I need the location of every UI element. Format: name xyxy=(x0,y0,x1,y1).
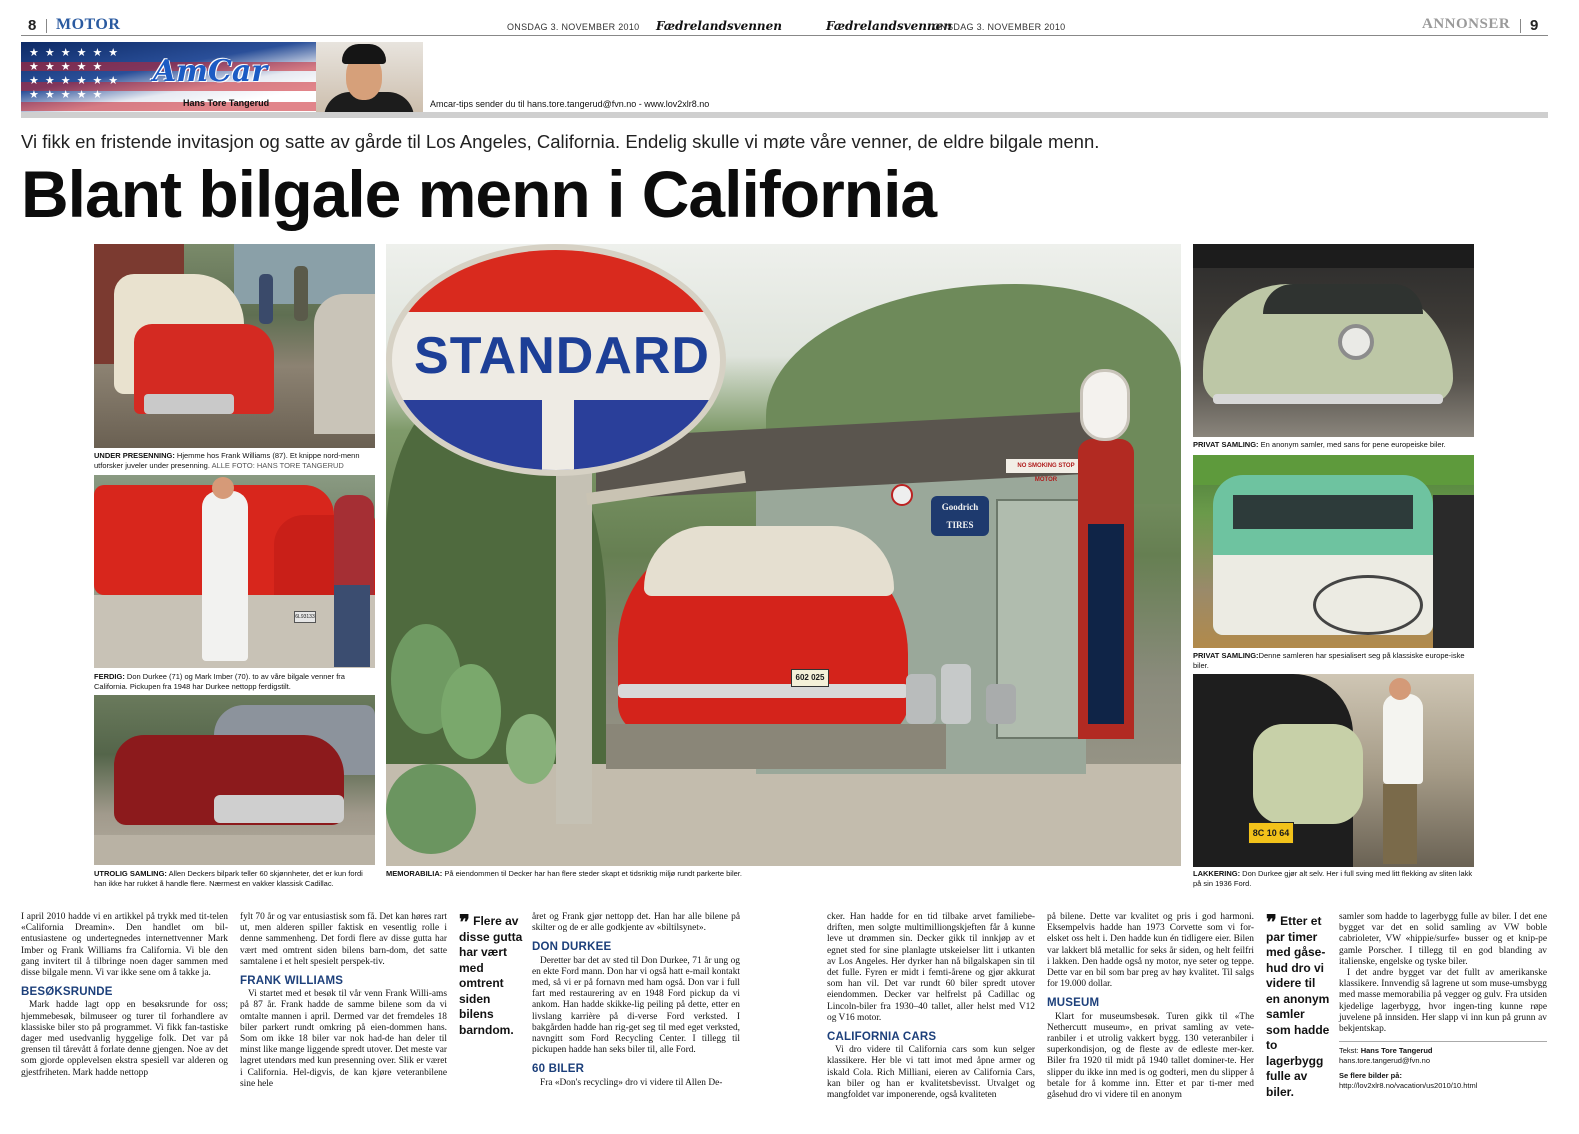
header-divider xyxy=(46,19,47,33)
photo-under-tarp xyxy=(94,244,375,448)
body-column-5: på bilene. Dette var kvalitet og pris i god harmoni. Eksempelvis hadde han 1973 Corvette som vi for-elsket oss helt i. Den hadde kun én tidligere eier. Bilen var lakkert blå metallic for seks år siden, og helt feilfri i lakken. Den hadde også ny motor, nye seter og teppe. Dette var en bil som bar preg av høy kvalitet. Til salgs for 19.000 dollar. MUSEUM Klart for museumsbesøk. Turen gikk til «The Nethercutt museum», en privat samling av vete-ranbiler i et utrolig vakkert bygg. 130 veteranbiler i superkondisjon, og de fleste av de edleste mer-ker. Biler fra 1920 til midt på 1940 tallet dominer-te. Her slipper du ikke inn med is og godteri, men du slipper å betale for å komme inn. Etter et par ti-mer med gåsehud dro vi videre til en anonym xyxy=(1047,912,1254,1101)
left-dateline: ONSDAG 3. NOVEMBER 2010 xyxy=(507,22,640,32)
no-smoking-sign: NO SMOKING STOP MOTOR xyxy=(1006,459,1086,473)
article-ingress: Vi fikk en fristende invitasjon og satte av gårde til Los Angeles, California. Endelig skulle vi møte våre venner, de eldre bilgale menn. xyxy=(21,131,1100,152)
section-label-motor: MOTOR xyxy=(56,16,121,33)
left-page-number: 8 xyxy=(28,17,37,34)
caption-memorabilia: MEMORABILIA: På eiendommen til Decker har han flere steder skapt et tidsriktig miljø rundt parkerte biler. xyxy=(386,869,742,878)
body-column-3: året og Frank gjør nettopp det. Han har alle bilene på skilter og de er alle godkjente av «biltilsynet». DON DURKEE Deretter bar det av sted til Don Durkee, 71 år ung og en ekte Ford mann. Don har vi også hatt e-mail kontakt med, så vi er på fornavn med ham også. Don var i full fart med restaurering av en 1948 Ford pickup da vi ankom. Han hadde skikke-lig peiling på dette, etter en livslang karrière på di-verse Ford verksted. I bakgården hadde han rig-get seg til med eget verksted, navngitt som Ford Recycling Center. I tillegg til pickupen hadde han seks biler til, alle Ford. 60 BILER Fra «Don's recycling» dro vi videre til Allen De- xyxy=(532,912,740,1088)
body-column-2: fylt 70 år og var entusiastisk som få. Det kan høres rart ut, men alderen spiller faktisk en vesentlig rolle i denne sammenheng. Det fordi flere av disse gutta har vært med omtrent siden bilens barn-dom, det satte samtalene i et helt spesielt perspek-tiv. FRANK WILLIAMS Vi startet med et besøk til vår venn Frank Willi-ams på 87 år. Frank hadde de samme bilene som da vi omtalte mannen i april. Dermed var det fremdeles 18 biler parkert rundt omkring på eien-dommen hans. Som om ikke 18 biler var nok had-de han deler til minst like mange liggende spredt utover. Det meste var lagret utendørs med kun presenning over. Slik er været i California. Hel-digvis, de kan kjøre veteranbilene sine hele xyxy=(240,912,447,1089)
photo-vw-bus xyxy=(1193,455,1474,648)
photo-porsche xyxy=(1193,244,1474,437)
photo-cadillac xyxy=(94,695,375,865)
photo-painting xyxy=(1193,674,1474,867)
caption-private-2: PRIVAT SAMLING:Denne samleren har spesialisert seg på klassiske europe-iske biler. xyxy=(1193,651,1465,670)
body-column-1: I april 2010 hadde vi en artikkel på trykk med tit-telen «California Dreamin». Den handlet om bil-entusiastene og undertegnedes internettvenner Mark Imber og Frank Williams fra California. Vi ble den gang invitert til å tilbringe noen dager sammen med disse bilgale menn. Vi var ikke sene om å takke ja. BESØKSRUNDE Mark hadde lagt opp en besøksrunde for oss; hjemmebesøk, bilmuseer og turer til forhandlere av klassiske biler sto på programmet. Vi fikk fan-tastiske dager med usedvanlig hyggelige folk. Det var på grensen til tårevått å forlate denne gjengen. Noe av det som gjorde opplevelsen ekstra spesiell var alderen og gjestfriheten. Mark hadde nettopp xyxy=(21,912,228,1078)
banner-grey-bar xyxy=(21,112,1548,118)
subhead-60-biler: 60 BILER xyxy=(532,1063,585,1076)
standard-sign xyxy=(386,244,726,476)
caption-private-1: PRIVAT SAMLING: En anonym samler, med sans for pene europeiske biler. xyxy=(1193,440,1446,449)
right-dateline: ONSDAG 3. NOVEMBER 2010 xyxy=(933,22,1066,32)
amcar-banner xyxy=(21,42,423,112)
pull-quote-1: ❞ Flere av disse gutta har vært med omtrent siden bilens barndom. xyxy=(459,910,523,1037)
flag-stars-icon: ★★★★★★ ★★★★★ ★★★★★★ ★★★★★ xyxy=(29,47,125,101)
right-page-number: 9 xyxy=(1530,17,1539,34)
caption-under-tarp: UNDER PRESENNING: Hjemme hos Frank Williams (87). Et knippe nord-menn utforsker juveler under presenning. ALLE FOTO: HANS TORE TANGERUD xyxy=(94,451,360,470)
caption-painting: LAKKERING: Don Durkee gjør alt selv. Her i full sving med litt flekking av sliten lakk på sin 1936 Ford. xyxy=(1193,869,1473,888)
left-masthead: Fædrelandsvennen xyxy=(656,19,783,33)
caption-finished: FERDIG: Don Durkee (71) og Mark Imber (70). to av våre bilgale venner fra California. Pickupen fra 1948 har Durkee nettopp ferdigstilt. xyxy=(94,672,345,691)
photo-red-pickup: 6L93133 xyxy=(94,475,375,668)
amcar-logo: AmCar xyxy=(153,54,268,89)
license-plate: 602 025 xyxy=(791,669,829,687)
subhead-museum: MUSEUM xyxy=(1047,997,1100,1010)
credit-rule xyxy=(1339,1041,1547,1042)
subhead-don-durkee: DON DURKEE xyxy=(532,941,612,954)
more-photos-link[interactable]: http://lov2xlr8.no/vacation/us2010/10.html xyxy=(1339,1081,1478,1090)
body-column-6: samler som hadde to lagerbygg fulle av biler. I det ene bygget var det en solid samling av VW boble cabrioleter, VW «hippie/surfe» busser og et knip-pe gamle Porscher. I tillegg til en god blanding av italienske, engelske og tyske biler. I det andre bygget var det fullt av amerikanske klassikere. Innvendig så lagrene ut som muse-umsbygg med masse memorabilia på vegger og gulv. Fra utsiden kjedelige lagerbygg, hvor ingen-ting kunne røpe juvelene på innsiden. Her slapp vi inn kun på grunn av bekjentskap. xyxy=(1339,912,1547,1035)
body-column-4: cker. Han hadde for en tid tilbake arvet familiebe-driften, men solgte multimilliongskjeften får å kunne leve ut drømmen sin. Decker gikk til innkjøp av et egnet sted for sine planlagte utskeielser litt i utkanten av Los Angeles. Her dyrker han nå bilgalskapen sin til det fulle. Fyren er midt i femti-årene og gjør akkurat som han vil. Det var rundt 60 biler spredt utover eiendommen. Decker var helfrelst på Cadillac og Lincoln-biler fra 1930–40 tallet, aller helst med V12 og V16 motor. CALIFORNIA CARS Vi dro videre til California cars som kun selger klassikere. Her ble vi tatt imot med åpne armer og iskald Cola. Rich Milliani, eieren av California Cars, kan biler og han er kvalitetsbevisst. Utvalget og mangfoldet var imponerende, også kvaliteten xyxy=(827,912,1035,1101)
standard-sign-text: STANDARD xyxy=(414,327,710,385)
columnist-name: Hans Tore Tangerud xyxy=(183,98,270,108)
header-divider-right xyxy=(1520,19,1521,33)
header-rule xyxy=(21,35,1548,36)
subhead-frank-williams: FRANK WILLIAMS xyxy=(240,975,344,988)
caption-collection: UTROLIG SAMLING: Allen Deckers bilpark teller 60 skjønnheter, det er kun fordi han ikke har rukket å handle flere. Nærmest en vakker klassisk Cadillac. xyxy=(94,869,363,888)
credit-block: Tekst: Hans Tore Tangerud hans.tore.tangerud@fvn.no Se flere bilder på: http://lov2xlr8.no/vacation/us2010/10.html xyxy=(1339,1046,1547,1091)
pull-quote-2: ❞ Etter et par timer med gåse-hud dro vi videre til en anonym samler som hadde to lagerbygg fulle av biler. xyxy=(1266,910,1330,1099)
subhead-besoksrunde: BESØKSRUNDE xyxy=(21,986,113,999)
right-masthead: Fædrelandsvennen xyxy=(826,19,953,33)
columnist-portrait xyxy=(316,42,423,112)
section-label-annonser: ANNONSER xyxy=(1422,16,1511,32)
subhead-california-cars: CALIFORNIA CARS xyxy=(827,1031,937,1044)
tips-line: Amcar-tips sender du til hans.tore.tangerud@fvn.no - www.lov2xlr8.no xyxy=(430,99,710,109)
goodrich-sign: Goodrich TIRES xyxy=(931,496,989,536)
license-plate-2: 8C 10 64 xyxy=(1248,822,1294,844)
photo-memorabilia xyxy=(386,244,1181,866)
article-headline: Blant bilgale menn i California xyxy=(21,157,937,231)
